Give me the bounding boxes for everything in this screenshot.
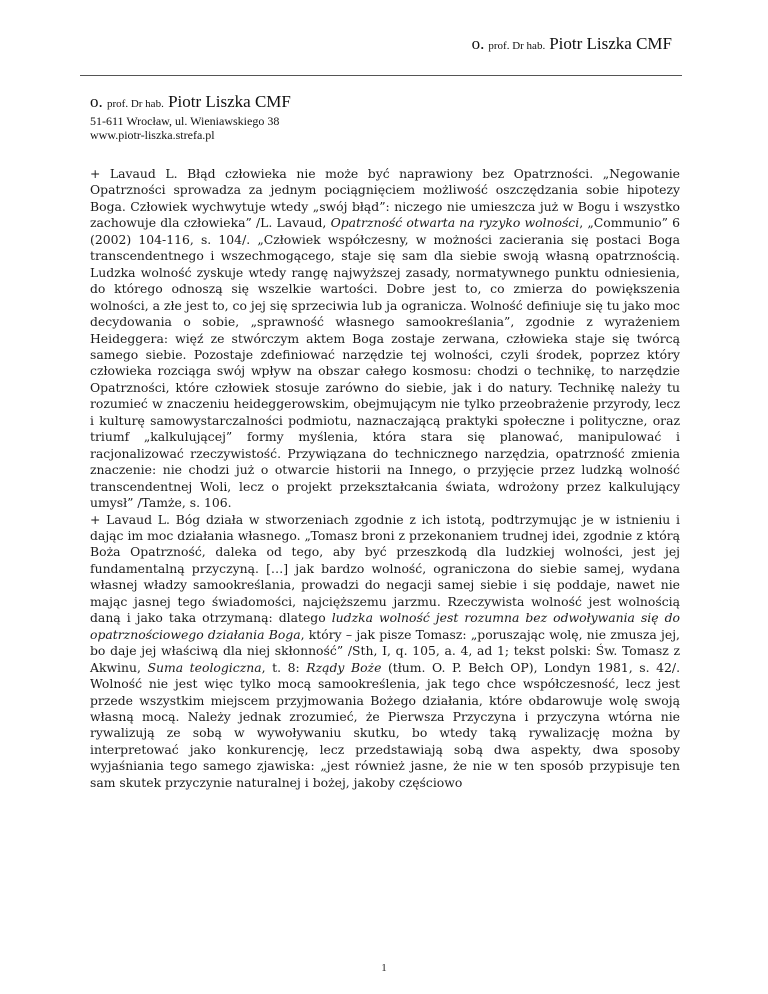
author-address: 51-611 Wrocław, ul. Wieniawskiego 38	[90, 114, 280, 128]
author-block	[90, 92, 291, 142]
page-number: 1	[381, 962, 387, 974]
author-name: Piotr Liszka CMF	[168, 92, 291, 111]
paragraph-2-italic-rzady: Rządy Boże	[306, 659, 382, 675]
author-prefix-o: o.	[90, 92, 103, 111]
paragraph-1-part-1: + Lavaud L. Błąd człowieka nie może być naprawiony bez Opatrzności. „Negowanie Opatrzności sprowadza za jednym pociągnięciem możliwość oszczędzania sobie hipotezy Boga. Człowiek wychwytuje wtedy „swój błąd”: niczego nie umieszcza już w Bogu i wszystko zachowuje dla człowieka” /L. Lavaud,	[90, 166, 680, 231]
paragraph-2-part-3: , który – jak pisze Tomasz: „poruszając wolę, nie zmusza jej, bo daje jej właściwą dla niej skłonność” /Sth, I, q. 105, a. 4, ad 1; tekst polski: Św. Tomasz z Akwinu,	[90, 626, 680, 675]
paragraph-2	[90, 512, 680, 792]
running-header-prefix-o: o.	[471, 34, 485, 53]
paragraph-2-part-1: + Lavaud L. Bóg działa w stworzeniach zgodnie z ich istotą, podtrzymując je w istnieniu i dając im moc działania własnego. „Tomasz broni z przekonaniem trudnej idei, zgodnie z którą Boża Opatrzność, daleka od tego, aby być przeszkodą dla ludzkiej wolności, jest jej fundamentalną przyczyną. […] jak bardzo wolność, ograniczona do siebie samej, wydana własnej władzy samookreślania, prowadzi do negacji samej siebie i się poddaje, nawet nie mając jasnej tego świadomości, najcięższemu jarzmu. Rzeczywista wolność jest wolnością daną i jako taka otrzymaną: dlatego	[90, 511, 680, 626]
running-header-prefix-title: prof. Dr hab.	[488, 40, 546, 52]
paragraph-2-italic-suma: Suma teologiczna	[147, 659, 262, 675]
header-divider	[80, 75, 682, 76]
paragraph-1-italic-title: Opatrzność otwarta na ryzyko wolności	[330, 215, 580, 231]
running-header-name: Piotr Liszka CMF	[549, 34, 672, 53]
paragraph-2-italic-emphasis: ludzka wolność jest rozumna bez odwoływania się do opatrznościowego działania Boga	[90, 610, 680, 642]
body-text	[90, 166, 680, 791]
author-name-line	[90, 92, 291, 114]
paragraph-2-part-5: , t. 8:	[261, 659, 307, 675]
author-prefix-title: prof. Dr hab.	[107, 98, 164, 110]
paragraph-2-part-7: (tłum. O. P. Bełch OP), Londyn 1981, s. 42/. Wolność nie jest więc tylko mocą samookreślenia, jak tego chce współczesność, lecz jest przede wszystkim miejscem przyjmowania Bożego działania, które obdarowuje wolę swoją własną mocą. Należy jednak zrozumieć, że Pierwsza Przyczyna i przyczyna wtórna nie rywalizują ze sobą w wywoływaniu skutku, bo wtedy taką rywalizację można by interpretować jako konkurencję, lecz przedstawiają sobą dwa aspekty, dwa sposoby wyjaśniania tego samego zjawiska: „jest również jasne, że nie w ten sposób przypisuje ten sam skutek przyczynie naturalnej i bożej, jakoby częściowo	[90, 659, 681, 790]
author-website: www.piotr-liszka.strefa.pl	[90, 128, 215, 142]
running-header	[472, 34, 672, 54]
paragraph-1	[90, 166, 680, 512]
paragraph-1-part-3: , „Communio” 6 (2002) 104-116, s. 104/. „Człowiek współczesny, w możności zacierania się postaci Boga transcendentnego i wszechmogącego, staje się sam dla siebie swoją własną opatrznością. Ludzka wolność zyskuje wtedy rangę najwyższej zasady, normatywnego punktu odniesienia, do którego odnoszą się wszelkie wartości. Dobre jest to, co zmierza do powiększenia wolności, a złe jest to, co jej się sprzeciwia lub ja ogranicza. Wolność definiuje się tu jako moc decydowania o sobie, „sprawność własnego samookreślania”, zgodnie z wyrażeniem Heideggera: więź ze stwórczym aktem Boga zostaje zerwana, człowieka staje się twórcą samego siebie. Pozostaje zdefiniować narzędzie tej wolności, czyli środek, poprzez który człowieka rozciąga swój wpływ na obszar całego kosmosu: chodzi o technikę, to narzędzie Opatrzności, które człowiek stosuje zarówno do siebie, jak i do natury. Technikę należy tu rozumieć w znaczeniu heideggerowskim, obejmującym nie tylko przeobrażenie przyrody, lecz i kulturę samowystarczalności podmiotu, naznaczającą praktyki społeczne i polityczne, oraz triumf „kalkulującej” formy myślenia, która stara się planować, manipulować i racjonalizować rzeczywistość. Przywiązana do technicznego narzędzia, opatrzność zmienia znaczenie: nie chodzi już o otwarcie historii na Innego, o przyjęcie przez ludzką wolność transcendentnej Woli, lecz o projekt przekształcania świata, wdrożony przez kalkulujący umysł” /Tamże, s. 106.	[90, 215, 680, 511]
